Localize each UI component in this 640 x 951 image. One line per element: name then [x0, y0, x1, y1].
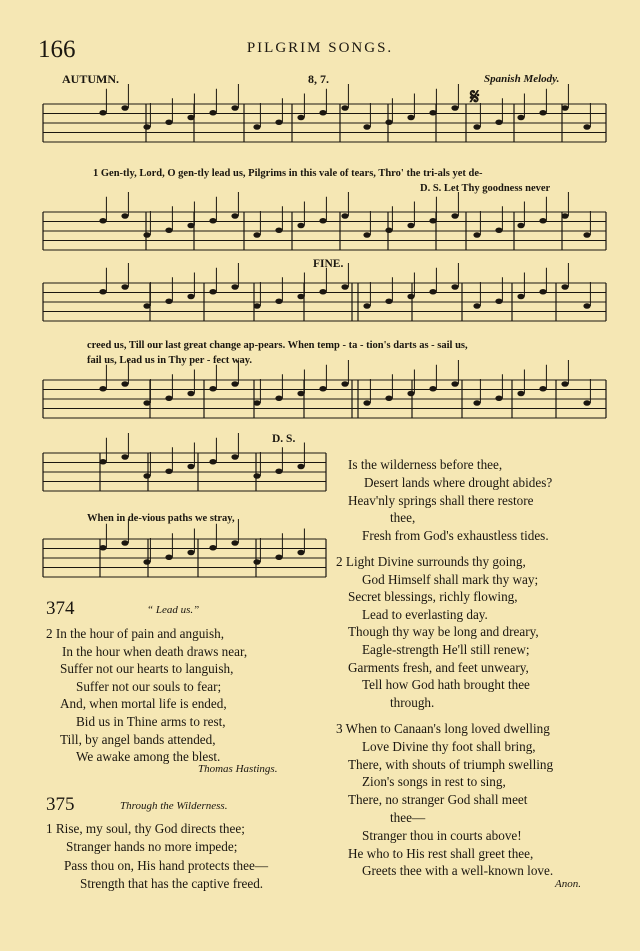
verse-line: Garments fresh, and feet unweary, — [348, 659, 529, 675]
verse-line: Fresh from God's exhaustless tides. — [362, 528, 549, 544]
verse-line: Zion's songs in rest to sing, — [362, 774, 506, 790]
hymn-375-stanza-1-part-a — [46, 820, 268, 894]
staff-bass-2 — [43, 360, 606, 418]
verse-line: Lead to everlasting day. — [362, 606, 488, 622]
hymn-375-stanza-3 — [336, 720, 553, 880]
verse-line: Suffer not our hearts to languish, — [60, 661, 234, 677]
verse-line: Desert lands where drought abides? — [364, 474, 553, 490]
staff-treble-2 — [43, 263, 606, 321]
hymn-375-stanza-2 — [336, 553, 539, 711]
verse-line: God Himself shall mark thy way; — [362, 571, 539, 587]
hymn-375-stanza-1-part-b — [348, 456, 552, 545]
verse-line: There, no stranger God shall meet — [348, 792, 528, 808]
verse-line: And, when mortal life is ended, — [60, 696, 227, 712]
hymn-375-title: Through the Wilderness. — [120, 800, 228, 812]
verse-line: Love Divine thy foot shall bring, — [362, 738, 536, 754]
verse-line: Stranger hands no more impede; — [66, 839, 238, 855]
tune-name: AUTUMN. — [62, 72, 119, 86]
verse-line: Greets thee with a well-known love. — [362, 863, 554, 879]
underlay-line-1: 1 Gen-tly, Lord, O gen-tly lead us, Pilgrims in this vale of tears, Thro' the tri-als yet de- — [93, 168, 483, 179]
verse-line: Eagle-strength He'll still renew; — [362, 641, 530, 657]
verse-line: Though thy way be long and dreary, — [348, 624, 539, 640]
verse-line: In the hour when death draws near, — [62, 643, 248, 659]
hymn-374-author: Thomas Hastings. — [198, 763, 278, 775]
page-number: 166 — [38, 36, 76, 63]
underlay-line-3: When in de-vious paths we stray, — [87, 513, 235, 524]
segno-mark: 𝄋 — [470, 84, 480, 109]
verse-line: Tell how God hath brought thee — [362, 677, 530, 693]
verse-line: Bid us in Thine arms to rest, — [76, 713, 226, 729]
verse-line: 3 When to Canaan's long loved dwelling — [336, 721, 550, 736]
verse-line: Stranger thou in courts above! — [362, 827, 522, 843]
staff-bass-3 — [43, 519, 326, 577]
hymn-374-stanza-2 — [46, 625, 247, 766]
verse-line: He who to His rest shall greet thee, — [348, 845, 534, 861]
running-title: PILGRIM SONGS. — [246, 40, 394, 56]
staff-bass-1 — [43, 192, 606, 250]
staff-treble-1 — [43, 84, 606, 142]
tune-meter: 8, 7. — [308, 72, 329, 86]
verse-line: 2 Light Divine surrounds thy going, — [336, 554, 526, 569]
verse-line: Secret blessings, richly flowing, — [348, 589, 518, 605]
hymn-375-author: Anon. — [555, 878, 581, 890]
verse-line: There, with shouts of triumph swelling — [348, 756, 554, 772]
hymn-375-number: 375 — [46, 794, 75, 815]
underlay-line-2: creed us, Till our last great change ap-pears. When temp - ta - tion's darts as - sail us, — [87, 340, 468, 351]
verse-line: thee, — [390, 510, 416, 526]
verse-line: Is the wilderness before thee, — [348, 457, 503, 472]
underlay-line-1b: D. S. Let Thy goodness never — [420, 183, 551, 194]
verse-line: Strength that has the captive freed. — [80, 876, 264, 892]
verse-line: 2 In the hour of pain and anguish, — [46, 626, 224, 641]
underlay-line-2b: fail us, Lead us in Thy per - fect way. — [87, 355, 253, 366]
verse-line: 1 Rise, my soul, thy God directs thee; — [46, 821, 245, 836]
verse-line: Pass thou on, His hand protects thee— — [64, 857, 269, 873]
ds-mark: D. S. — [272, 433, 296, 445]
hymn-374-title: “ Lead us.” — [147, 604, 200, 616]
verse-line: thee— — [390, 809, 426, 825]
verse-line: Till, by angel bands attended, — [60, 731, 216, 747]
fine-mark: FINE. — [313, 258, 344, 270]
verse-line: Heav'nly springs shall there restore — [348, 492, 534, 508]
verse-line: We awake among the blest. — [76, 749, 221, 765]
hymn-374-number: 374 — [46, 598, 75, 619]
verse-line: through. — [390, 694, 435, 710]
tune-source: Spanish Melody. — [484, 73, 560, 85]
verse-line: Suffer not our souls to fear; — [76, 678, 222, 694]
